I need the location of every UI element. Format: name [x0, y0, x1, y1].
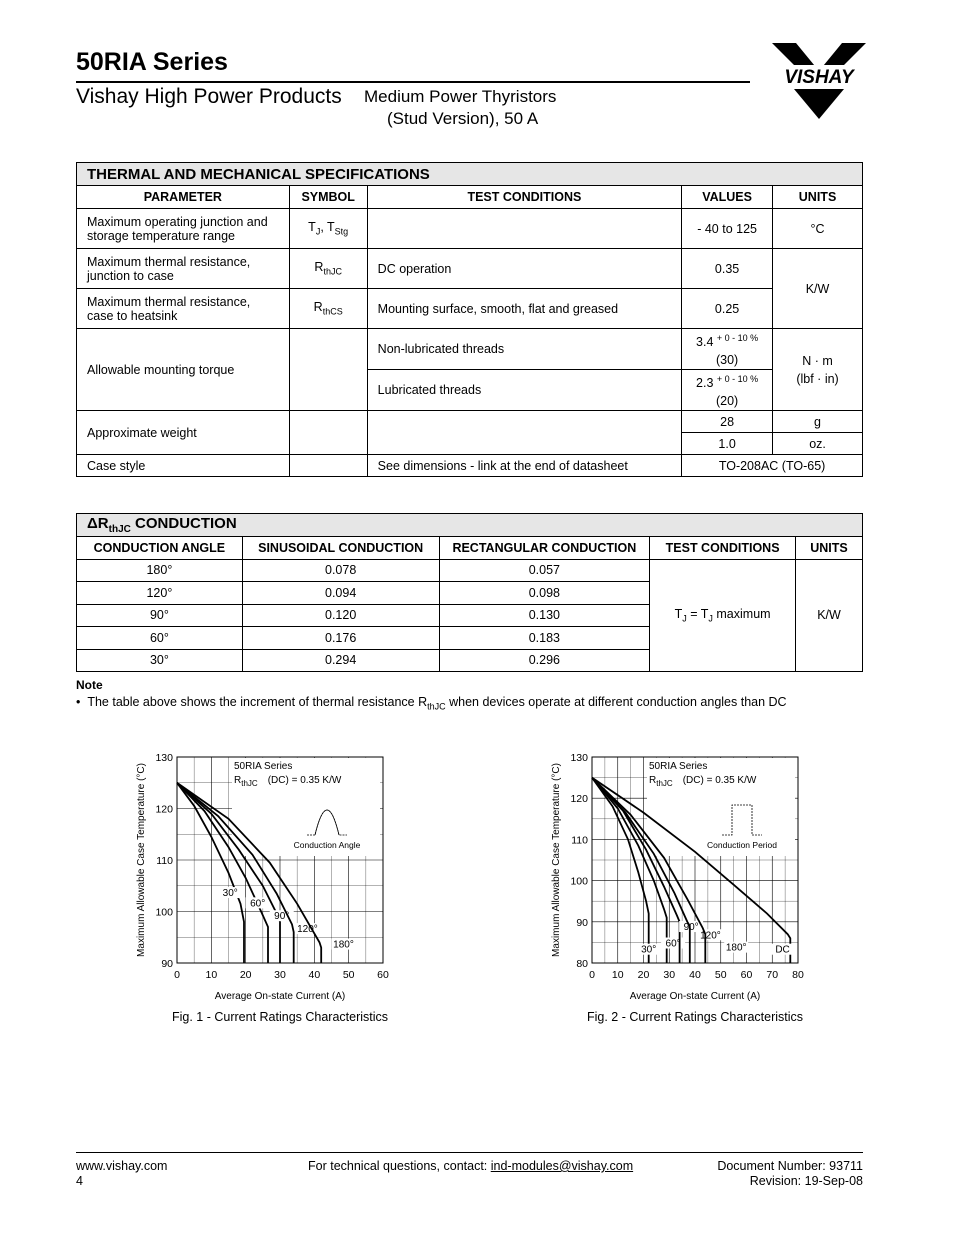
x-tick-label: 40	[689, 969, 701, 981]
unit-cell: K/W	[773, 249, 863, 329]
x-axis-label: Average On-state Current (A)	[629, 991, 761, 1002]
inset-label: Conduction Angle	[293, 840, 361, 850]
series-label: DC	[775, 944, 790, 956]
param-cell: Allowable mounting torque	[77, 329, 290, 411]
y-tick-label: 100	[155, 906, 173, 919]
document-number: Document Number: 93711	[717, 1159, 863, 1173]
table-row	[77, 289, 863, 329]
col-header-symbol: SYMBOL	[289, 186, 367, 209]
rectangular-cell: 0.183	[439, 627, 650, 650]
fig2-caption: Fig. 2 - Current Ratings Characteristics	[587, 1010, 804, 1024]
angle-cell: 30°	[77, 649, 243, 672]
sinusoidal-cell: 0.294	[242, 649, 439, 672]
conditions-cell	[367, 209, 681, 249]
col-header-parameter: PARAMETER	[77, 186, 290, 209]
col-header-test-conditions: TEST CONDITIONS	[367, 186, 681, 209]
inset-label: Conduction Period	[707, 840, 777, 850]
y-tick-label: 110	[571, 834, 588, 847]
y-tick-label: 80	[576, 958, 588, 970]
param-cell: Approximate weight	[77, 411, 290, 455]
unit-cell: oz.	[773, 433, 863, 455]
annotation-rthjc: $R_{thJC}$ (DC) = 0.35 K/W	[234, 775, 342, 788]
note-text: • The table above shows the increment of thermal resistance $R_{thJC}$ when devices operate at different conduction angles than DC	[76, 695, 787, 712]
annotation-series: 50RIA Series	[234, 761, 293, 772]
value-cell: 2.3 $^{+ 0 - 10 \%}$ (20)	[682, 370, 773, 411]
conduction-table	[76, 513, 863, 672]
header-rule	[76, 81, 750, 83]
footer-rule	[76, 1152, 863, 1153]
series-label: 90°	[274, 911, 290, 923]
y-tick-label: 120	[570, 793, 588, 806]
unit-cell: N · m (lbf · in)	[773, 329, 863, 411]
table-row	[77, 411, 863, 433]
col-header-units: UNITS	[773, 186, 863, 209]
table-row	[77, 249, 863, 289]
subtitle-line-1: Medium Power Thyristors	[364, 87, 557, 106]
series-label: 180°	[725, 942, 747, 954]
table-title: $\Delta R_{thJC}$ CONDUCTION	[77, 514, 863, 537]
annotation-rthjc: $R_{thJC}$ (DC) = 0.35 K/W	[649, 775, 757, 788]
table-row	[77, 455, 863, 477]
y-tick-label: 120	[155, 803, 173, 816]
symbol-cell	[289, 329, 367, 411]
series-label: 120°	[700, 930, 721, 942]
symbol-cell	[289, 455, 367, 477]
col-header-conduction-angle: CONDUCTION ANGLE	[77, 536, 243, 559]
value-cell: 28	[682, 411, 773, 433]
x-tick-label: 10	[205, 969, 218, 981]
note-label: Note	[76, 678, 103, 692]
value-cell: 3.4 $^{+ 0 - 10 \%}$ (30)	[682, 329, 773, 370]
series-label: 90°	[683, 922, 699, 934]
revision: Revision: 19-Sep-08	[749, 1174, 863, 1188]
conditions-cell: Mounting surface, smooth, flat and greased	[367, 289, 681, 329]
brand-line: Vishay High Power Products	[76, 85, 342, 108]
rectangular-cell: 0.098	[439, 582, 650, 605]
x-tick-label: 30	[274, 969, 286, 981]
symbol-cell: $R_{thCS}$	[289, 289, 367, 329]
annotation-series: 50RIA Series	[649, 761, 708, 772]
param-cell: Maximum operating junction and storage temperature range	[77, 209, 290, 249]
table-row	[77, 329, 863, 370]
unit-cell: g	[773, 411, 863, 433]
logo-text: VISHAY	[784, 67, 854, 88]
value-cell: - 40 to 125	[682, 209, 773, 249]
value-cell: 1.0	[682, 433, 773, 455]
fig1-caption: Fig. 1 - Current Ratings Characteristics	[172, 1010, 389, 1024]
y-tick-label: 130	[570, 752, 588, 764]
angle-cell: 60°	[77, 627, 243, 650]
col-header-sinusoidal: SINUSOIDAL CONDUCTION	[242, 536, 439, 559]
units-cell: K/W	[796, 559, 863, 672]
vishay-logo	[772, 43, 866, 121]
value-cell: 0.25	[682, 289, 773, 329]
conditions-cell: See dimensions - link at the end of datasheet	[367, 455, 681, 477]
value-cell: TO-208AC (TO-65)	[682, 455, 863, 477]
series-label: 180°	[333, 939, 354, 951]
conditions-cell: Non-lubricated threads	[367, 329, 681, 370]
y-tick-label: 100	[570, 875, 588, 888]
table-row	[77, 209, 863, 249]
x-tick-label: 40	[308, 969, 321, 981]
x-tick-label: 60	[377, 969, 389, 981]
conditions-cell: Lubricated threads	[367, 370, 681, 411]
angle-cell: 120°	[77, 582, 243, 605]
series-label: 60°	[665, 938, 681, 950]
col-header-values: VALUES	[682, 186, 773, 209]
contact-email-link[interactable]: ind-modules@vishay.com	[490, 1159, 634, 1173]
sinusoidal-cell: 0.094	[242, 582, 439, 605]
page-number: 4	[76, 1174, 83, 1188]
footer-right	[717, 1159, 863, 1189]
fig1-chart	[130, 745, 400, 1005]
x-tick-label: 50	[342, 969, 355, 981]
symbol-cell: $T_J$, $T_{Stg}$	[289, 209, 367, 249]
x-tick-label: 50	[714, 969, 727, 981]
col-header-rectangular: RECTANGULAR CONDUCTION	[439, 536, 650, 559]
angle-cell: 90°	[77, 604, 243, 627]
footer-center: For technical questions, contact: ind-modules@vishay.com	[308, 1159, 634, 1173]
rectangular-cell: 0.296	[439, 649, 650, 672]
logo-bottom-triangle	[794, 89, 844, 119]
x-tick-label: 60	[740, 969, 753, 981]
param-cell: Maximum thermal resistance, junction to case	[77, 249, 290, 289]
thermal-mechanical-specs-table	[76, 162, 863, 477]
col-header-test-conditions: TEST CONDITIONS	[650, 536, 796, 559]
conditions-cell	[367, 411, 681, 455]
table-title: THERMAL AND MECHANICAL SPECIFICATIONS	[77, 163, 863, 186]
param-cell: Case style	[77, 455, 290, 477]
footer-left	[76, 1159, 167, 1189]
x-tick-label: 20	[637, 969, 650, 981]
x-axis-label: Average On-state Current (A)	[214, 991, 346, 1002]
series-label: 120°	[297, 924, 318, 936]
series-label: 60°	[250, 898, 266, 910]
x-tick-label: 20	[239, 969, 252, 981]
rectangular-cell: 0.057	[439, 559, 650, 582]
x-tick-label: 70	[766, 969, 779, 981]
fig2-chart	[545, 745, 815, 1005]
series-label: 30°	[641, 944, 657, 956]
table-row	[77, 559, 863, 582]
value-cell: 0.35	[682, 249, 773, 289]
x-tick-label: 80	[792, 969, 804, 981]
y-tick-label: 110	[156, 855, 173, 867]
sinusoidal-cell: 0.120	[242, 604, 439, 627]
symbol-cell: $R_{thJC}$	[289, 249, 367, 289]
y-tick-label: 90	[161, 958, 173, 970]
sinusoidal-cell: 0.078	[242, 559, 439, 582]
param-cell: Maximum thermal resistance, case to heatsink	[77, 289, 290, 329]
x-tick-label: 0	[589, 969, 595, 981]
rectangular-cell: 0.130	[439, 604, 650, 627]
y-tick-label: 90	[576, 916, 588, 929]
series-label: 30°	[222, 888, 238, 900]
symbol-cell	[289, 411, 367, 455]
unit-cell: °C	[773, 209, 863, 249]
y-tick-label: 130	[155, 752, 173, 764]
sinusoidal-cell: 0.176	[242, 627, 439, 650]
x-tick-label: 30	[663, 969, 676, 981]
subtitle-line-2: (Stud Version), 50 A	[387, 109, 539, 128]
x-tick-label: 10	[611, 969, 624, 981]
y-axis-label: Maximum Allowable Case Temperature (°C)	[136, 763, 147, 957]
footer-website[interactable]: www.vishay.com	[76, 1159, 168, 1173]
test-conditions-cell: $T_J = T_J$ maximum	[650, 559, 796, 672]
series-title: 50RIA Series	[76, 48, 228, 76]
document-subtitle	[364, 86, 556, 130]
angle-cell: 180°	[77, 559, 243, 582]
conditions-cell: DC operation	[367, 249, 681, 289]
x-tick-label: 0	[174, 969, 180, 981]
y-axis-label: Maximum Allowable Case Temperature (°C)	[551, 763, 562, 957]
col-header-units: UNITS	[796, 536, 863, 559]
